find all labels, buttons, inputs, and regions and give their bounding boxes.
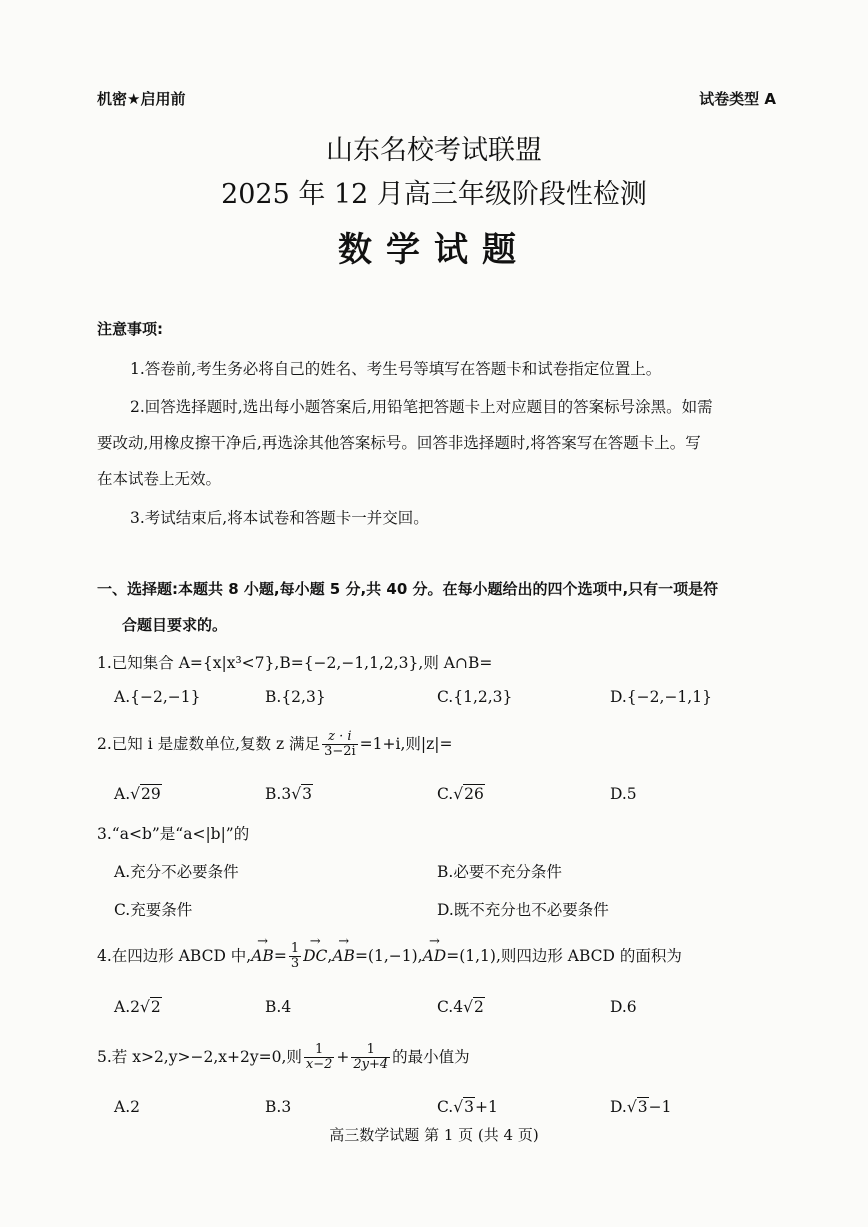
sqrt-symbol: √2 xyxy=(139,998,161,1016)
question-4-stem-post: =(1,1),则四边形 ABCD 的面积为 xyxy=(446,946,682,965)
subject-title: 数学试题 xyxy=(338,230,530,270)
option-prefix: A. xyxy=(114,785,131,803)
notice-item-3: 3.考试结束后,将本试卷和答题卡一并交回。 xyxy=(130,509,429,527)
radicand: 3 xyxy=(464,1098,474,1116)
radicand: 2 xyxy=(474,998,484,1016)
radicand: 29 xyxy=(141,785,161,803)
question-2-option-d: D.5 xyxy=(610,785,637,803)
exam-union-title: 山东名校考试联盟 xyxy=(326,135,542,166)
question-3-option-d: D.既不充分也不必要条件 xyxy=(437,901,609,919)
question-2-stem xyxy=(97,730,452,760)
option-prefix: C. xyxy=(437,1098,454,1116)
section1-heading-line1: 一、选择题:本题共 8 小题,每小题 5 分,共 40 分。在每小题给出的四个选项中,只有一项是符 xyxy=(97,580,719,598)
section1-heading-line2: 合题目要求的。 xyxy=(122,616,228,634)
comma: , xyxy=(327,946,333,965)
vector-ab-2: → AB xyxy=(332,947,355,965)
vector-ab: → AB xyxy=(251,947,274,965)
question-1-option-a: A.{−2,−1} xyxy=(114,688,201,706)
question-5-fraction-1 xyxy=(304,1043,335,1073)
option-prefix: D. xyxy=(610,1098,627,1116)
fraction-numerator: 1 xyxy=(290,941,300,956)
notice-item-2-line1: 2.回答选择题时,选出每小题答案后,用铅笔把答题卡上对应题目的答案标号涂黑。如需 xyxy=(130,398,713,416)
fraction-numerator: 1 xyxy=(304,1043,335,1058)
question-2-option-c xyxy=(437,785,485,803)
question-2-stem-post: =1+i,则|z|= xyxy=(359,734,453,753)
option-prefix: C.4 xyxy=(437,998,464,1016)
question-2-option-b xyxy=(265,785,313,803)
question-5-option-d xyxy=(610,1098,671,1116)
vector-ad: → AD xyxy=(423,947,447,965)
question-4-stem-pre: 4.在四边形 ABCD 中, xyxy=(97,946,252,965)
question-1-option-b: B.{2,3} xyxy=(265,688,326,706)
radicand: 3 xyxy=(637,1098,648,1116)
sqrt-symbol: √29 xyxy=(130,785,161,803)
question-5-stem-pre: 5.若 x>2,y>−2,x+2y=0,则 xyxy=(97,1047,302,1066)
fraction-denominator: x−2 xyxy=(305,1057,333,1073)
sqrt-symbol: √3 xyxy=(453,1098,474,1116)
question-2-option-a xyxy=(114,785,162,803)
exam-session-title: 2025 年 12 月高三年级阶段性检测 xyxy=(221,179,647,210)
question-2-fraction xyxy=(322,730,358,760)
question-5-option-b: B.3 xyxy=(265,1098,292,1116)
radicand: 3 xyxy=(302,785,312,803)
notice-item-1: 1.答卷前,考生务必将自己的姓名、考生号等填写在答题卡和试卷指定位置上。 xyxy=(130,360,662,378)
question-4-fraction xyxy=(289,942,301,972)
notice-item-2-line2: 要改动,用橡皮擦干净后,再选涂其他答案标号。回答非选择题时,将答案写在答题卡上。写 xyxy=(97,434,701,452)
question-1-option-c: C.{1,2,3} xyxy=(437,688,513,706)
confidential-label: 机密★启用前 xyxy=(97,90,186,108)
question-4-option-a xyxy=(114,998,162,1016)
plus-sign: + xyxy=(336,1047,350,1066)
fraction-denominator: 2y+4 xyxy=(353,1057,389,1073)
question-3-stem: 3.“a<b”是“a<|b|”的 xyxy=(97,825,250,843)
equals-sign: = xyxy=(273,946,287,965)
question-2-fraction-denominator: 3−2i xyxy=(324,744,356,760)
sqrt-symbol: √3 xyxy=(626,1098,648,1116)
option-suffix: −1 xyxy=(648,1098,672,1116)
question-5-option-a: A.2 xyxy=(114,1098,140,1116)
question-5-stem-post: 的最小值为 xyxy=(392,1047,470,1066)
option-suffix: +1 xyxy=(475,1098,498,1116)
fraction-denominator: 3 xyxy=(290,956,300,972)
option-prefix: C. xyxy=(437,785,454,803)
question-4-option-b: B.4 xyxy=(265,998,292,1016)
question-4-stem xyxy=(97,942,682,972)
question-1-option-d: D.{−2,−1,1} xyxy=(610,688,712,706)
sqrt-symbol: √26 xyxy=(453,785,484,803)
radicand: 2 xyxy=(150,998,161,1016)
question-1-stem: 1.已知集合 A={x|x³<7},B={−2,−1,1,2,3},则 A∩B= xyxy=(97,654,493,672)
question-4-option-c xyxy=(437,998,485,1016)
question-5-option-c xyxy=(437,1098,498,1116)
notice-heading: 注意事项: xyxy=(97,320,163,338)
question-2-fraction-numerator: z · i xyxy=(322,730,358,745)
question-2-stem-pre: 2.已知 i 是虚数单位,复数 z 满足 xyxy=(97,734,321,753)
question-3-option-a: A.充分不必要条件 xyxy=(114,863,239,881)
question-5-stem xyxy=(97,1043,470,1073)
sqrt-symbol: √3 xyxy=(291,785,312,803)
vector-dc: → DC xyxy=(303,947,327,965)
question-3-option-b: B.必要不充分条件 xyxy=(437,863,562,881)
vector-ab-value: =(1,−1), xyxy=(354,946,423,965)
page-footer: 高三数学试题 第 1 页 (共 4 页) xyxy=(329,1126,539,1144)
sqrt-symbol: √2 xyxy=(463,998,484,1016)
paper-type-label: 试卷类型 A xyxy=(699,90,776,108)
question-4-option-d: D.6 xyxy=(610,998,637,1016)
radicand: 26 xyxy=(464,785,484,803)
notice-item-2-line3: 在本试卷上无效。 xyxy=(97,470,222,488)
question-5-fraction-2 xyxy=(351,1043,390,1073)
question-3-option-c: C.充要条件 xyxy=(114,901,193,919)
fraction-numerator: 1 xyxy=(351,1043,390,1058)
option-prefix: A.2 xyxy=(114,998,140,1016)
option-prefix: B.3 xyxy=(265,785,292,803)
